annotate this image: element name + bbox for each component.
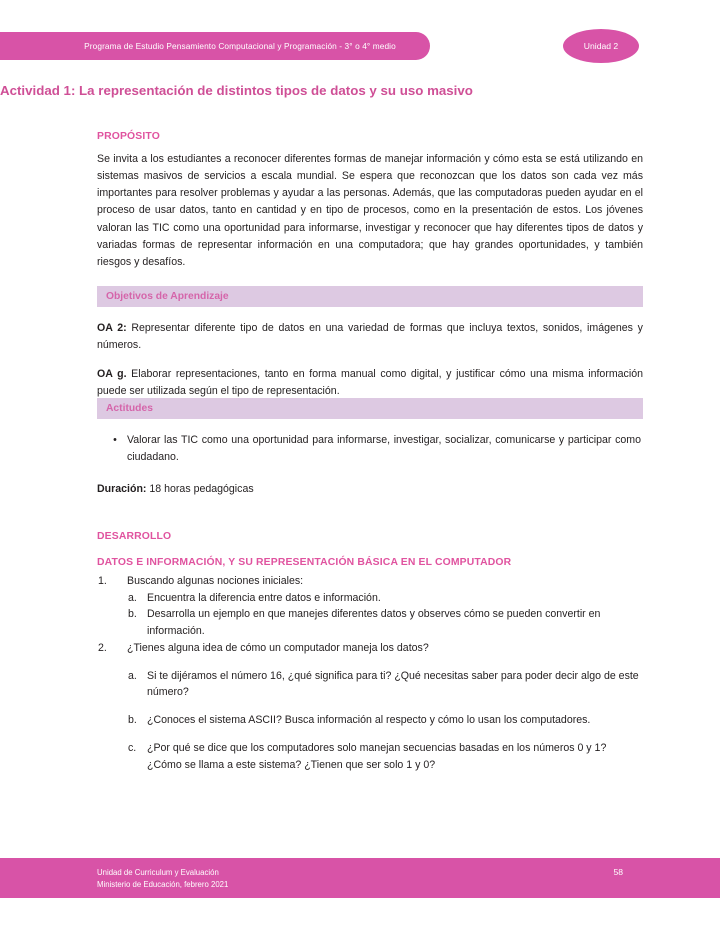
list-item	[97, 606, 643, 639]
list-marker: c.	[128, 741, 137, 754]
oa-item-1	[97, 320, 643, 354]
list-marker: 2.	[98, 641, 107, 654]
header-banner	[0, 32, 430, 60]
list-marker: a.	[128, 591, 137, 604]
oa-item-2-text: Elaborar representaciones, tanto en forma manual como digital, y justificar cómo una misma información puede ser utilizada según el tipo de representación.	[97, 368, 643, 398]
unit-badge	[563, 29, 639, 63]
unit-badge-label: Unidad 2	[583, 41, 619, 51]
list-marker: a.	[128, 669, 137, 682]
objetivos-band	[97, 286, 643, 307]
actitudes-list-item-text: Valorar las TIC como una oportunidad para informarse, investigar, socializar, comunicarse y participar como ciudadano.	[127, 434, 641, 464]
proposito-section	[97, 131, 643, 271]
desarrollo-label: DESARROLLO	[97, 531, 172, 542]
page-number: 58	[613, 867, 623, 877]
bullet-icon: •	[113, 434, 117, 446]
list-item-text: ¿Por qué se dice que los computadores solo manejan secuencias basadas en los números 0 y 1? ¿Cómo se llama a este sistema? ¿Tienen que ser solo 1 y 0?	[147, 741, 607, 771]
actitudes-list-item	[97, 432, 643, 466]
list-item	[97, 590, 643, 607]
list-item	[97, 573, 643, 590]
objetivos-band-label: Objetivos de Aprendizaje	[106, 291, 229, 302]
list-item	[97, 668, 643, 701]
footer-line-2: Ministerio de Educación, febrero 2021	[97, 879, 229, 889]
list-item	[97, 640, 643, 657]
oa-item-1-text: Representar diferente tipo de datos en una variedad de formas que incluya textos, sonidos, imágenes y números.	[97, 322, 643, 352]
list-item-text: ¿Tienes alguna idea de cómo un computador maneja los datos?	[127, 641, 429, 654]
duracion-value: 18 horas pedagógicas	[146, 483, 254, 496]
list-marker: 1.	[98, 575, 107, 587]
duracion-label: Duración:	[97, 483, 147, 496]
list-item	[97, 740, 643, 773]
desarrollo-section	[97, 531, 643, 773]
page-header	[0, 32, 720, 60]
list-item-text: Encuentra la diferencia entre datos e información.	[147, 591, 381, 604]
oa-item-2	[97, 366, 643, 400]
list-item	[97, 712, 643, 729]
list-marker: b.	[128, 608, 137, 621]
list-item-text: Desarrolla un ejemplo en que manejes diferentes datos y observes cómo se pueden convertir en información.	[147, 608, 601, 638]
actitudes-band	[97, 398, 643, 419]
list-item-text: Buscando algunas nociones iniciales:	[127, 575, 304, 587]
footer-line-1: Unidad de Curriculum y Evaluación	[97, 868, 219, 877]
desarrollo-subtitle: DATOS E INFORMACIÓN, Y SU REPRESENTACIÓN BÁSICA EN EL COMPUTADOR	[97, 557, 512, 568]
actitudes-section	[97, 398, 643, 498]
actitudes-band-label: Actitudes	[106, 403, 153, 414]
objetivos-section	[97, 286, 643, 401]
oa-item-2-code: OA g.	[97, 368, 127, 381]
proposito-paragraph: Se invita a los estudiantes a reconocer diferentes formas de manejar información y cómo esta se está utilizando en sistemas masivos de servicios a escala mundial. Se espera que reconozcan que los datos son cada vez más importantes para resolver problemas y ayudar a las personas. Además, que las computadoras pueden ayudar en el proceso de usar datos, tanto en cantidad y en tipo de procesos, como en la presentación de estos. Los jóvenes valoran las TIC como una oportunidad para informarse, investigar y reconocer que hay diferentes tipos de datos y variadas formas de representar información en una computadora; que hay grandes oportunidades, y también riesgos y desafíos.	[97, 153, 643, 268]
page-footer	[0, 858, 720, 898]
activity-title: Actividad 1: La representación de distintos tipos de datos y su uso masivo	[0, 83, 473, 98]
list-item-text: ¿Conoces el sistema ASCII? Busca información al respecto y cómo lo usan los computadores.	[147, 714, 591, 727]
oa-item-1-code: OA 2:	[97, 322, 127, 334]
footer-attribution	[97, 867, 228, 890]
proposito-label: PROPÓSITO	[97, 131, 160, 142]
duracion-line	[97, 481, 643, 498]
list-item-text: Si te dijéramos el número 16, ¿qué significa para ti? ¿Qué necesitas saber para poder decir algo de este número?	[147, 669, 639, 699]
list-marker: b.	[128, 714, 137, 727]
header-banner-text: Programa de Estudio Pensamiento Computacional y Programación - 3° o 4° medio	[84, 41, 396, 51]
